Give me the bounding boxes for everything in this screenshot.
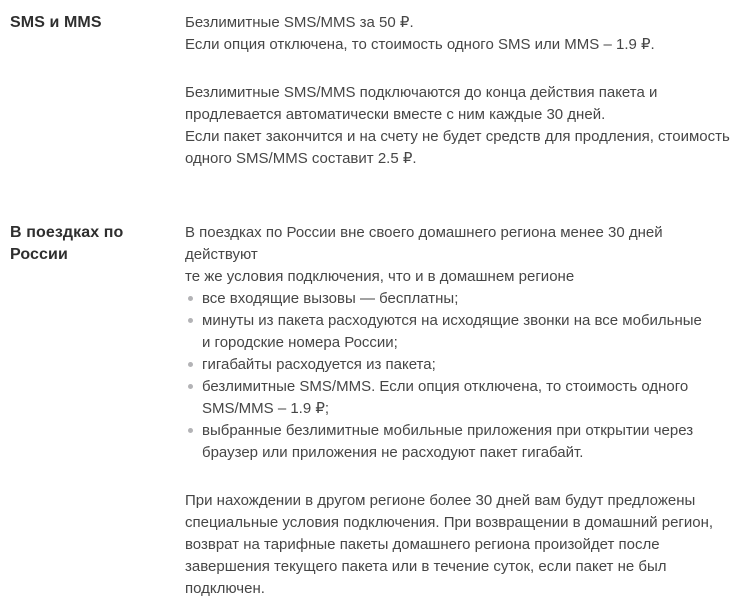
bullet-icon (188, 384, 193, 389)
text-line: Если пакет закончится и на счету не будет средств для продления, стоимость (185, 128, 730, 145)
paragraph (185, 490, 731, 600)
text-line: и городские номера России; (202, 334, 398, 351)
paragraph (185, 82, 731, 170)
paragraph (185, 222, 731, 288)
list-item (185, 354, 731, 376)
bullet-icon (188, 318, 193, 323)
section-label-travel-russia: В поездках по России (10, 224, 124, 263)
text-line: SMS/MMS – 1.9 ₽; (202, 400, 330, 417)
section-travel-russia (10, 222, 731, 600)
text-line: Если опция отключена, то стоимость одного SMS или MMS – 1.9 ₽. (185, 36, 655, 53)
list-item (185, 376, 731, 420)
bullet-icon (188, 296, 193, 301)
text-line: безлимитные SMS/MMS. Если опция отключена, то стоимость одного (202, 378, 689, 395)
text-line: Безлимитные SMS/MMS за 50 ₽. (185, 14, 414, 31)
paragraph (185, 12, 731, 56)
text-line: завершения текущего пакета или в течение суток, если пакет не был (185, 558, 667, 575)
text-line: гигабайты расходуется из пакета; (202, 356, 436, 373)
text-line: При нахождении в другом регионе более 30 дней вам будут предложены (185, 492, 696, 509)
list-item (185, 288, 731, 310)
section-label-sms-mms: SMS и MMS (10, 14, 102, 31)
list-item (185, 310, 731, 354)
text-line: В поездках по России вне своего домашнего региона менее 30 дней действуют (185, 224, 663, 263)
bullet-icon (188, 362, 193, 367)
text-line: минуты из пакета расходуются на исходящие звонки на все мобильные (202, 312, 702, 329)
text-line: браузер или приложения не расходуют пакет гигабайт. (202, 444, 584, 461)
text-line: возврат на тарифные пакеты домашнего региона произойдет после (185, 536, 660, 553)
text-line: те же условия подключения, что и в домашнем регионе (185, 268, 575, 285)
bullet-icon (188, 428, 193, 433)
text-line: все входящие вызовы — бесплатны; (202, 290, 459, 307)
section-content-travel-russia (185, 222, 731, 600)
text-line: одного SMS/MMS составит 2.5 ₽. (185, 150, 417, 167)
text-line: продлевается автоматически вместе с ним каждые 30 дней. (185, 106, 606, 123)
text-line: Безлимитные SMS/MMS подключаются до конца действия пакета и (185, 84, 658, 101)
section-content-sms-mms (185, 12, 731, 170)
text-line: подключен. (185, 580, 265, 597)
text-line: выбранные безлимитные мобильные приложения при открытии через (202, 422, 694, 439)
bullet-list (185, 288, 731, 464)
text-line: специальные условия подключения. При возвращении в домашний регион, (185, 514, 714, 531)
list-item (185, 420, 731, 464)
section-sms-mms (10, 12, 731, 170)
